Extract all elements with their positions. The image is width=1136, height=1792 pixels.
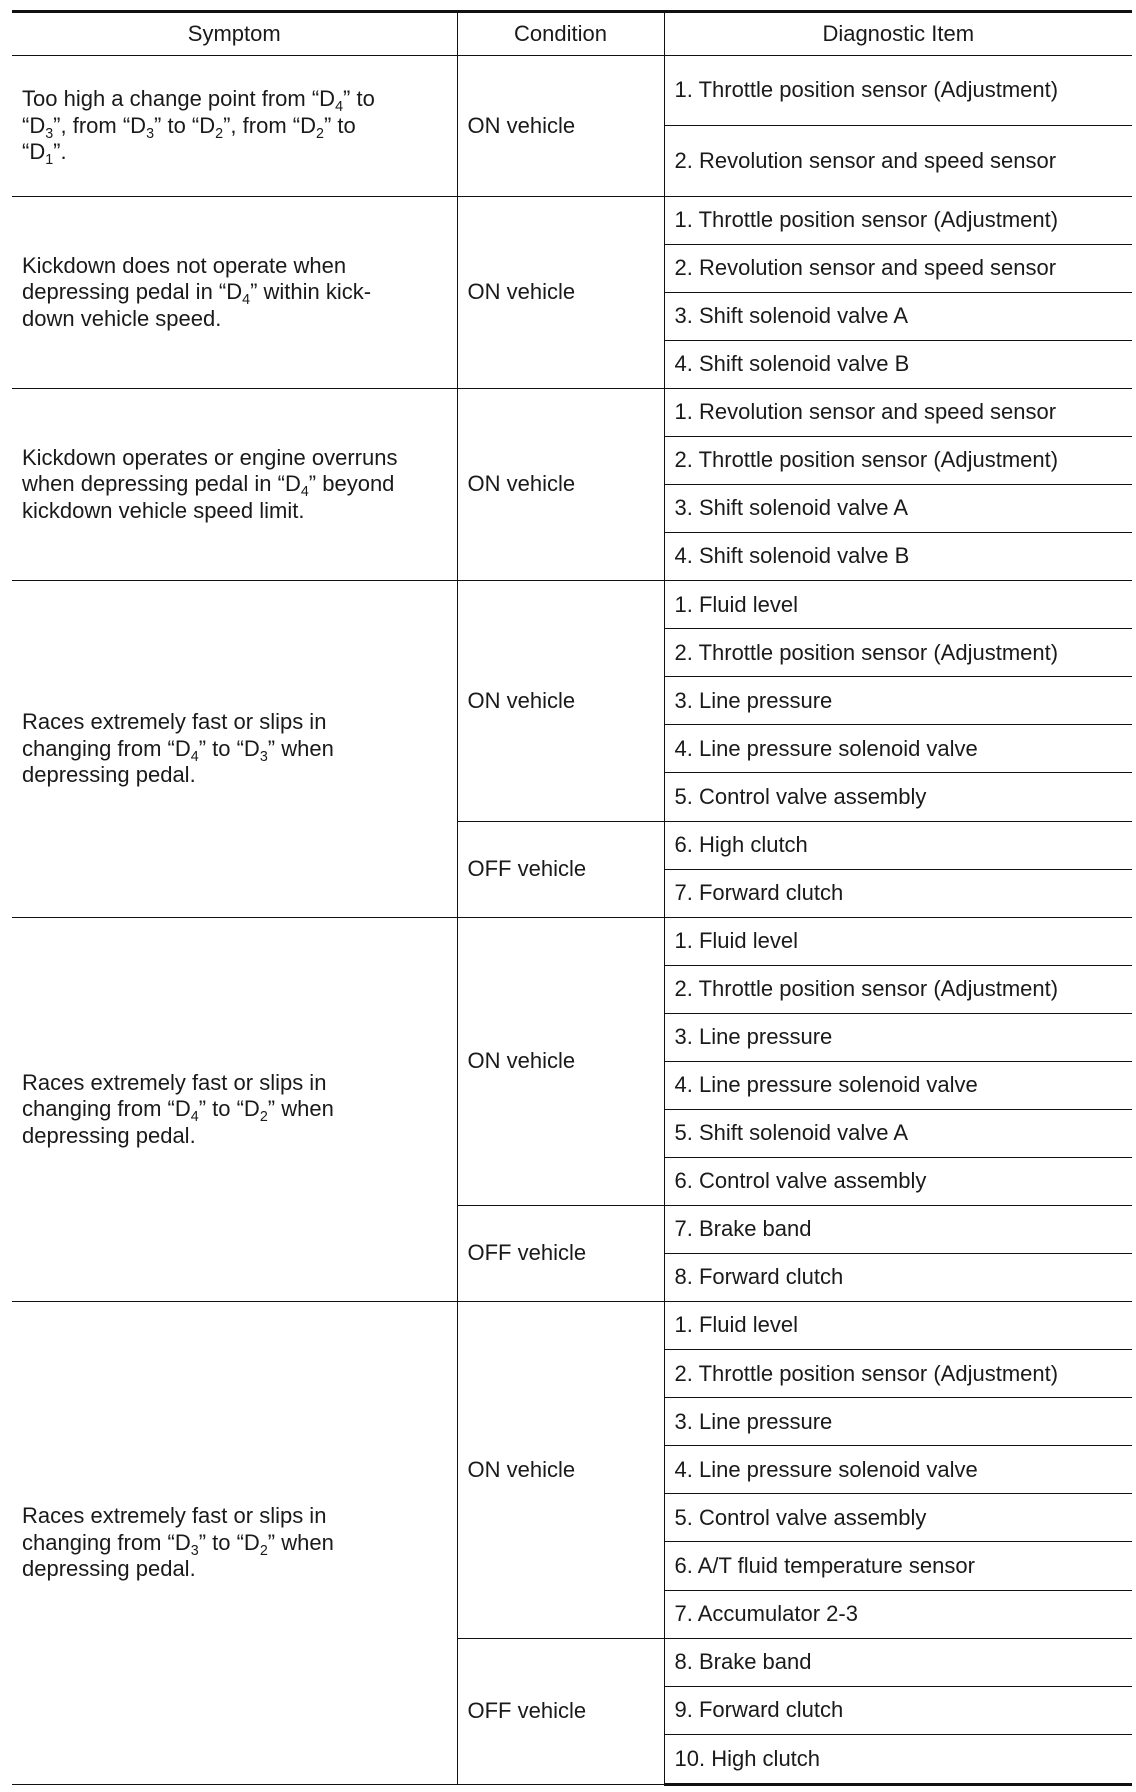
symptom-text: depressing pedal. (22, 1556, 196, 1582)
symptom-text: kickdown vehicle speed limit. (22, 497, 305, 523)
condition-cell: ON vehicle (457, 917, 664, 1205)
table-row (12, 56, 1132, 126)
symptom-subscript: 1 (45, 152, 54, 169)
diagnostic-item-cell: 6. Control valve assembly (664, 1157, 1132, 1205)
diagnostic-item-cell: 1. Throttle position sensor (Adjustment) (664, 196, 1132, 244)
diagnostic-item-cell: 5. Control valve assembly (664, 1494, 1132, 1542)
symptom-subscript: 3 (146, 125, 155, 142)
diagnostic-item-cell: 10. High clutch (664, 1734, 1132, 1784)
diagnostic-item-cell: 8. Forward clutch (664, 1254, 1132, 1302)
condition-cell: ON vehicle (457, 56, 664, 197)
symptom-text: ”. (53, 139, 67, 165)
diagnostic-item-cell: 5. Shift solenoid valve A (664, 1109, 1132, 1157)
symptom-text: ” to (323, 112, 356, 138)
symptom-subscript: 2 (259, 1542, 268, 1559)
symptom-cell (12, 581, 457, 917)
symptom-text: ” to “D (198, 1096, 260, 1122)
symptom-text: changing from “D (22, 1529, 191, 1555)
symptom-text: ” to (343, 86, 375, 112)
diagnostic-item-cell: 4. Line pressure solenoid valve (664, 1061, 1132, 1109)
symptom-text: depressing pedal in “D (22, 279, 243, 305)
table-row (12, 581, 1132, 629)
symptom-line (22, 1070, 447, 1096)
condition-cell: ON vehicle (457, 388, 664, 580)
symptom-text: Kickdown operates or engine overruns (22, 444, 398, 470)
symptom-subscript: 4 (300, 484, 309, 501)
symptom-text: ” when (267, 735, 334, 761)
symptom-subscript: 4 (242, 292, 251, 309)
symptom-text: ” to “D (154, 112, 216, 138)
symptom-line (22, 1556, 447, 1582)
table-row (12, 388, 1132, 436)
diagnostic-item-cell: 7. Brake band (664, 1206, 1132, 1254)
symptom-line (22, 139, 447, 169)
symptom-text: ” beyond (308, 471, 395, 497)
diagnostic-item-cell: 2. Throttle position sensor (Adjustment) (664, 629, 1132, 677)
symptom-line (22, 1123, 447, 1149)
diagnostic-item-cell: 1. Fluid level (664, 1302, 1132, 1350)
condition-cell: ON vehicle (457, 581, 664, 821)
diagnostic-item-cell: 7. Forward clutch (664, 869, 1132, 917)
symptom-cell (12, 917, 457, 1302)
symptom-line (22, 709, 447, 735)
symptom-line (22, 1503, 447, 1529)
symptom-line (22, 253, 447, 279)
diagnostic-item-cell: 4. Shift solenoid valve B (664, 533, 1132, 581)
diagnostic-item-cell: 6. A/T fluid temperature sensor (664, 1542, 1132, 1590)
header-condition: Condition (457, 12, 664, 56)
symptom-line (22, 279, 447, 309)
symptom-line (22, 1529, 447, 1559)
diagnostic-item-cell: 9. Forward clutch (664, 1686, 1132, 1734)
symptom-subscript: 3 (45, 125, 54, 142)
diagnostic-item-cell: 1. Revolution sensor and speed sensor (664, 388, 1132, 436)
condition-cell: OFF vehicle (457, 821, 664, 917)
symptom-text: Too high a change point from “D (22, 86, 336, 112)
symptom-subscript: 2 (315, 125, 324, 142)
symptom-text: Races extremely fast or slips in (22, 1069, 327, 1095)
diagnostic-item-cell: 3. Shift solenoid valve A (664, 485, 1132, 533)
symptom-text: when depressing pedal in “D (22, 471, 301, 497)
diagnostic-item-cell: 6. High clutch (664, 821, 1132, 869)
symptom-text: depressing pedal. (22, 762, 196, 788)
diagnostic-item-cell: 4. Shift solenoid valve B (664, 340, 1132, 388)
symptom-line (22, 1096, 447, 1126)
table-row (12, 917, 1132, 965)
symptom-text: ”, from “D (223, 112, 316, 138)
symptom-text: “D (22, 139, 46, 165)
diagnostic-item-cell: 7. Accumulator 2-3 (664, 1590, 1132, 1638)
symptom-line (22, 445, 447, 471)
table-body (12, 56, 1132, 1785)
diagnostic-item-cell: 2. Revolution sensor and speed sensor (664, 126, 1132, 196)
header-row (12, 12, 1132, 56)
symptom-text: changing from “D (22, 1096, 191, 1122)
symptom-line (22, 112, 447, 142)
symptom-text: changing from “D (22, 735, 191, 761)
diagnostic-item-cell: 5. Control valve assembly (664, 773, 1132, 821)
diagnostic-item-cell: 3. Line pressure (664, 1013, 1132, 1061)
diagnostic-item-cell: 8. Brake band (664, 1638, 1132, 1686)
header-symptom: Symptom (12, 12, 457, 56)
symptom-text: ”, from “D (53, 112, 147, 138)
condition-cell: ON vehicle (457, 196, 664, 388)
diagnostic-item-cell: 2. Throttle position sensor (Adjustment) (664, 1350, 1132, 1398)
symptom-cell (12, 1302, 457, 1785)
symptom-subscript: 3 (190, 1542, 199, 1559)
diagnostic-item-cell: 2. Revolution sensor and speed sensor (664, 244, 1132, 292)
symptom-line (22, 86, 447, 116)
symptom-line (22, 306, 447, 332)
symptom-text: ” when (267, 1529, 334, 1555)
diagnostic-item-cell: 3. Shift solenoid valve A (664, 292, 1132, 340)
diagnostic-item-cell: 1. Throttle position sensor (Adjustment) (664, 56, 1132, 126)
symptom-line (22, 498, 447, 524)
table-row (12, 1302, 1132, 1350)
symptom-text: “D (22, 112, 46, 138)
symptom-text: depressing pedal. (22, 1122, 196, 1148)
symptom-subscript: 3 (259, 748, 268, 765)
table-row (12, 196, 1132, 244)
diagnostic-item-cell: 1. Fluid level (664, 917, 1132, 965)
symptom-text: ” when (267, 1096, 334, 1122)
condition-cell: ON vehicle (457, 1302, 664, 1638)
diagnostic-item-cell: 3. Line pressure (664, 1398, 1132, 1446)
diagnostic-item-cell: 2. Throttle position sensor (Adjustment) (664, 437, 1132, 485)
symptom-subscript: 2 (215, 125, 224, 142)
symptom-text: ” to “D (198, 735, 260, 761)
symptom-text: ” to “D (198, 1529, 260, 1555)
diagnostic-table (12, 10, 1132, 1786)
condition-cell: OFF vehicle (457, 1638, 664, 1784)
symptom-text: Kickdown does not operate when (22, 252, 347, 278)
symptom-subscript: 4 (335, 99, 344, 116)
diagnostic-item-cell: 2. Throttle position sensor (Adjustment) (664, 965, 1132, 1013)
symptom-text: ” within kick- (250, 279, 372, 305)
symptom-cell (12, 388, 457, 580)
symptom-line (22, 471, 447, 501)
symptom-text: Races extremely fast or slips in (22, 1503, 327, 1529)
symptom-line (22, 735, 447, 765)
symptom-cell (12, 56, 457, 197)
symptom-subscript: 2 (259, 1109, 268, 1126)
diagnostic-item-cell: 1. Fluid level (664, 581, 1132, 629)
symptom-line (22, 762, 447, 788)
symptom-text: down vehicle speed. (22, 305, 222, 331)
symptom-subscript: 4 (190, 748, 199, 765)
diagnostic-item-cell: 3. Line pressure (664, 677, 1132, 725)
condition-cell: OFF vehicle (457, 1206, 664, 1302)
diagnostic-item-cell: 4. Line pressure solenoid valve (664, 1446, 1132, 1494)
header-diagnostic-item: Diagnostic Item (664, 12, 1132, 56)
diagnostic-item-cell: 4. Line pressure solenoid valve (664, 725, 1132, 773)
symptom-cell (12, 196, 457, 388)
symptom-text: Races extremely fast or slips in (22, 709, 327, 735)
symptom-subscript: 4 (190, 1109, 199, 1126)
